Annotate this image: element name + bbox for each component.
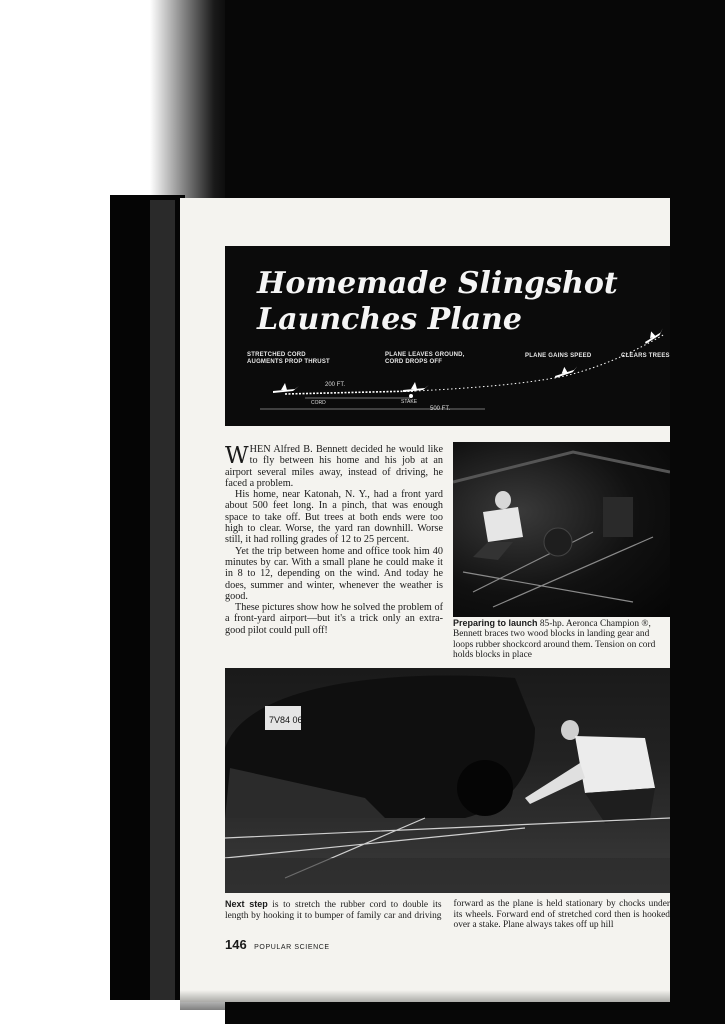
caption-preparing: Preparing to launch 85-hp. Aeronca Champion ®, Bennett braces two wood blocks in landing gear and loops rubber shockcord around them. Tension on cord holds blocks in place: [453, 618, 656, 661]
person-figure: [525, 720, 655, 823]
photo-1-illustration: [453, 442, 670, 617]
plane-icon: [273, 383, 299, 393]
cord-label: CORD: [311, 400, 326, 406]
page-folio: [225, 936, 330, 954]
paragraph-3: Yet the trip between home and office took him 40 minutes by car. With a small plane he could make it in 8 to 12, depending on the wind. And today he does, summer and winter, whenever the weather is good.: [225, 545, 443, 602]
car-icon: [225, 676, 535, 818]
scan-shadow: [150, 0, 230, 200]
distance-500-label: 500 FT.: [430, 406, 451, 412]
person-figure: [473, 491, 523, 560]
photo-2-illustration: [225, 668, 670, 893]
diagram-label-stretched: STRETCHED CORD AUGMENTS PROP THRUST: [247, 352, 330, 365]
stake-marker: [409, 394, 413, 398]
title-line-1: Homemade Slingshot: [257, 266, 618, 301]
page-number: 146: [225, 937, 247, 952]
title-line-2: Launches Plane: [257, 302, 522, 337]
title-banner: [225, 246, 670, 426]
article-body: [225, 444, 443, 636]
photo-stretching-cord: [225, 668, 670, 893]
stake-label: STAKE: [401, 399, 418, 405]
launch-diagram: [225, 246, 670, 426]
distance-200-label: 200 FT.: [325, 382, 346, 388]
binding-edge: [150, 200, 175, 1000]
publication-name: POPULAR SCIENCE: [254, 944, 330, 951]
magazine-page: [180, 198, 670, 1002]
paragraph-2: His home, near Katonah, N. Y., had a front yard about 500 feet long. In a pinch, that was enough space to take off. But trees at both ends were too high to clear. Worse, the yard ran downhill. Worse still, it had rolling grades of 12 to 25 percent.: [225, 489, 443, 546]
license-plate: 7V84 06: [269, 715, 303, 725]
diagram-label-gains: PLANE GAINS SPEED: [525, 353, 592, 359]
photo-preparing-launch: [453, 442, 670, 617]
paragraph-4: These pictures show how he solved the problem of a front-yard airport—but it's a trick only an extra-good pilot could pull off!: [225, 602, 443, 636]
stretched-cord-line: [285, 391, 415, 394]
caption-next-step: Next step is to stretch the rubber cord to double its length by hooking it to bumper of family car and driving forward as the plane is held stationary by chocks under its wheels. Forward end of stretched cord then is hooked over a stake. Plane always takes off up hill: [225, 899, 670, 931]
page-bottom-shadow: [180, 990, 670, 1010]
diagram-label-clears: CLEARS TREES: [621, 353, 670, 359]
diagram-label-leaves: PLANE LEAVES GROUND, CORD DROPS OFF: [385, 352, 465, 365]
plane-icon: [403, 382, 429, 392]
drop-cap: W: [225, 443, 249, 469]
paragraph-1: WHEN Alfred B. Bennett decided he would like to fly between his home and his job at an airport several miles away, instead of driving, he faced a problem.: [225, 443, 443, 489]
